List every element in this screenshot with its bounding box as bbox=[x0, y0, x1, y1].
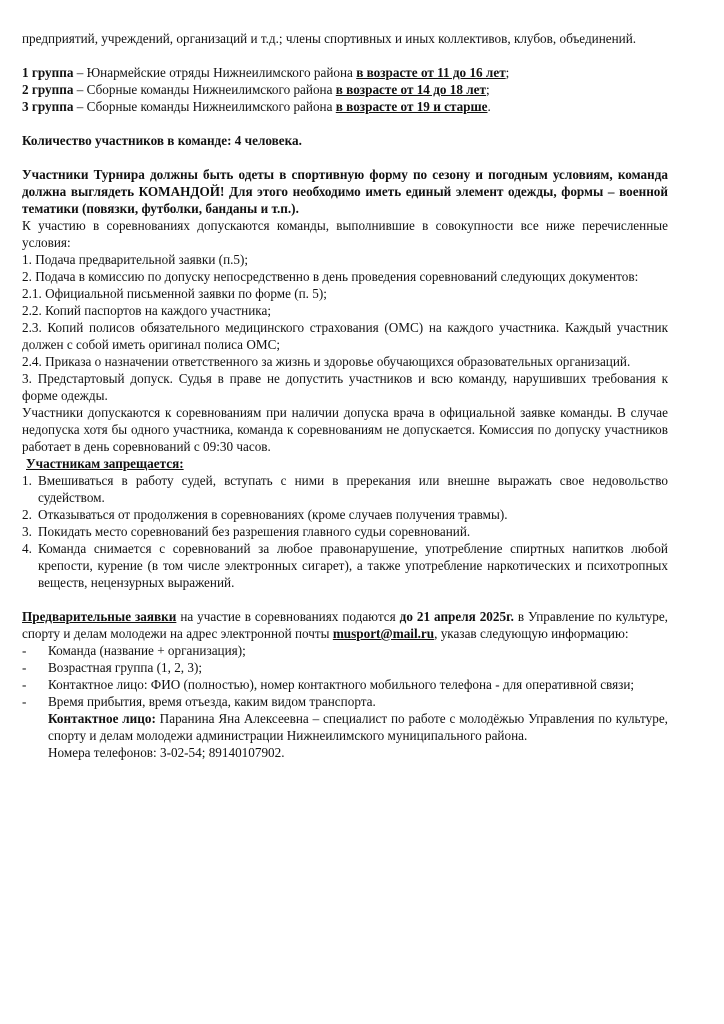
age-groups bbox=[22, 64, 668, 115]
applications-paragraph: Предварительные заявки на участие в соревнованиях подаются до 21 апреля 2025г. в Управление по культуре, спорту и делам молодежи на адрес электронной почты musport@mail.ru, указав следующую информацию: bbox=[22, 609, 668, 641]
list-item: - Контактное лицо: ФИО (полностью), номер контактного мобильного телефона - для оперативной связи; bbox=[22, 677, 635, 692]
list-item: 2. Отказываться от продолжения в соревнованиях (кроме случаев получения травмы). bbox=[22, 507, 508, 522]
list-item: 3. Покидать место соревнований без разрешения главного судьи соревнований. bbox=[22, 524, 471, 539]
dress-code: Участники Турнира должны быть одеты в спортивную форму по сезону и погодным условиям, команда должна выглядеть КОМАНДОЙ! Для этого необходимо иметь единый элемент одежды, формы – военной тематики (повязки, футболки, банданы и т.п.). bbox=[22, 167, 668, 216]
list-item: 4. Команда снимается с соревнований за любое правонарушение, употребление спиртных напитков любой крепости, курение (в том числе электронных сигарет), а также употребление наркотических и психотропных веществ, нецензурных выражений. bbox=[22, 541, 668, 590]
info-list bbox=[22, 642, 668, 710]
list-item: - Время прибытия, время отъезда, каким видом транспорта. bbox=[22, 694, 376, 709]
group-3: 3 группа – Сборные команды Нижнеилимского района в возрасте от 19 и старше. bbox=[22, 99, 491, 114]
prohibited-list bbox=[22, 472, 668, 591]
admission-intro: К участию в соревнованиях допускаются команды, выполнившие в совокупности все ниже перечисленные условия: bbox=[22, 218, 668, 250]
list-item: - Возрастная группа (1, 2, 3); bbox=[22, 660, 203, 675]
condition-item: 2.4. Приказа о назначении ответственного за жизнь и здоровье обучающихся образовательных организаций. bbox=[22, 354, 631, 369]
doctor-note: Участники допускаются к соревнованиям при наличии допуска врача в официальной заявке команды. В случае недопуска хотя бы одного участника, команда к соревнованиям не допускается. Комиссия по допуску участников работает в день соревнований с 09:30 часов. bbox=[22, 405, 668, 454]
condition-item: 2.2. Копий паспортов на каждого участника; bbox=[22, 303, 272, 318]
list-item: 1. Вмешиваться в работу судей, вступать с ними в пререкания или внешне выражать свое недовольство судейством. bbox=[22, 473, 668, 505]
condition-item: 3. Предстартовый допуск. Судья в праве не допустить участников и всю команду, нарушивших требования к форме одежды. bbox=[22, 371, 668, 403]
condition-item: 2.1. Официальной письменной заявки по форме (п. 5); bbox=[22, 286, 327, 301]
intro-tail: предприятий, учреждений, организаций и т.д.; члены спортивных и иных коллективов, клубов, объединений. bbox=[22, 31, 637, 46]
condition-item: 2.3. Копий полисов обязательного медицинского страхования (ОМС) на каждого участника. Каждый участник должен с собой иметь оригинал полиса ОМС; bbox=[22, 320, 668, 352]
team-size: Количество участников в команде: 4 человека. bbox=[22, 133, 302, 148]
condition-item: 1. Подача предварительной заявки (п.5); bbox=[22, 252, 249, 267]
list-item: - Команда (название + организация); bbox=[22, 643, 246, 658]
group-1: 1 группа – Юнармейские отряды Нижнеилимского района в возрасте от 11 до 16 лет; bbox=[22, 65, 510, 80]
prohibited-title: Участникам запрещается: bbox=[26, 456, 184, 471]
admission-conditions bbox=[22, 251, 668, 404]
contact-person: Контактное лицо: Паранина Яна Алексеевна – специалист по работе с молодёжью Управления по культуре, спорту и делам молодежи администрации Нижнеилимского муниципального района. bbox=[48, 711, 668, 743]
condition-item: 2. Подача в комиссию по допуску непосредственно в день проведения соревнований следующих документов: bbox=[22, 269, 639, 284]
email-link[interactable]: musport@mail.ru bbox=[332, 626, 435, 641]
group-2: 2 группа – Сборные команды Нижнеилимского района в возрасте от 14 до 18 лет; bbox=[22, 82, 490, 97]
phone-numbers: Номера телефонов: 3-02-54; 89140107902. bbox=[48, 745, 285, 760]
